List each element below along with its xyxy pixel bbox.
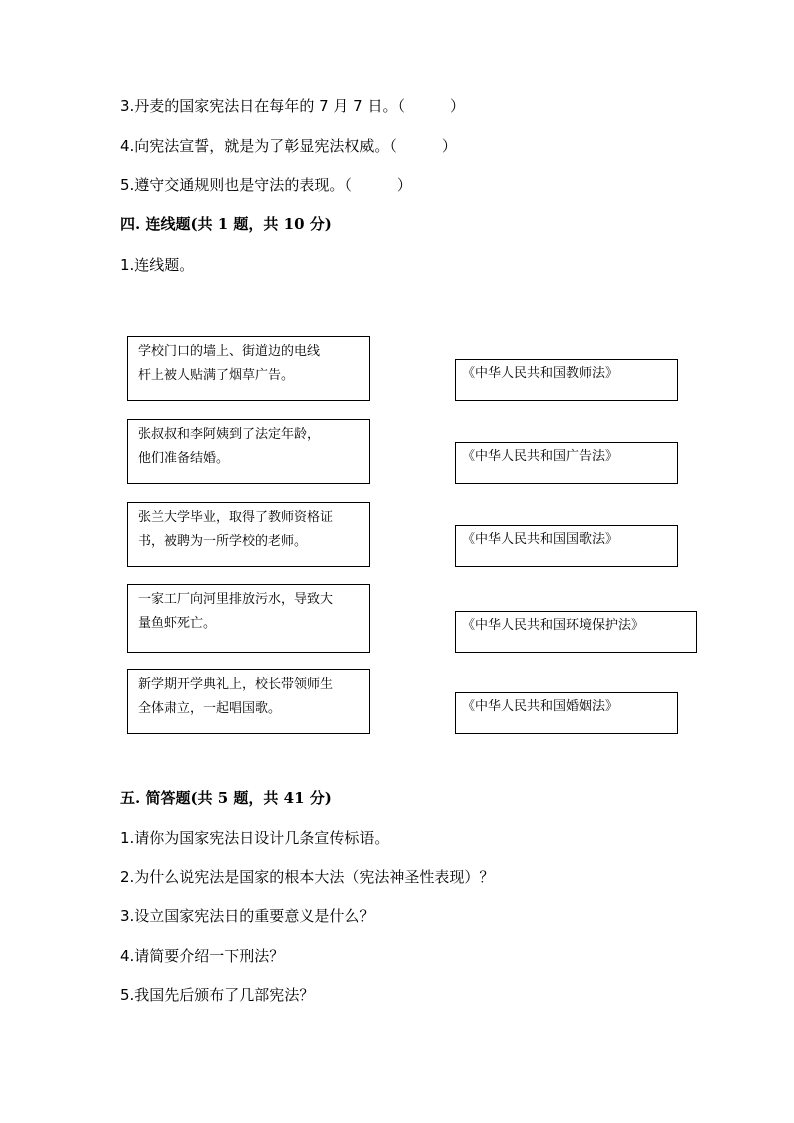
short-answer-5: 5.我国先后颁布了几部宪法？ [120,986,315,1004]
scenario-box-1[interactable] [127,336,370,401]
short-answer-2: 2.为什么说宪法是国家的根本大法（宪法神圣性表现）？ [120,868,495,886]
scenario-3-line-2: 书，被聘为一所学校的老师。 [138,534,308,549]
scenario-5-line-2: 全体肃立，一起唱国歌。 [138,701,282,716]
law-box-advertising[interactable]: 《中华人民共和国广告法》 [455,442,678,484]
scenario-box-5[interactable] [127,669,370,734]
scenario-box-2[interactable] [127,419,370,484]
scenario-1-line-2: 杆上被人贴满了烟草广告。 [138,368,295,383]
judgement-item-3: 3.丹麦的国家宪法日在每年的 7 月 7 日。（ ） [120,97,465,115]
matching-question: 1.连线题。 [120,256,195,274]
scenario-3-line-1: 张兰大学毕业，取得了教师资格证 [138,510,334,525]
judgement-item-5: 5.遵守交通规则也是守法的表现。（ ） [120,176,412,194]
law-box-environment[interactable]: 《中华人民共和国环境保护法》 [455,611,697,653]
judgement-item-4: 4.向宪法宣誓，就是为了彰显宪法权威。（ ） [120,137,457,155]
scenario-5-line-1: 新学期开学典礼上，校长带领师生 [138,677,334,692]
scenario-1-line-1: 学校门口的墙上、街道边的电线 [138,344,321,359]
section-5-heading: 五. 简答题(共 5 题，共 41 分) [120,789,332,807]
law-box-marriage[interactable]: 《中华人民共和国婚姻法》 [455,692,678,734]
law-box-teachers[interactable]: 《中华人民共和国教师法》 [455,359,678,401]
scenario-2-line-1: 张叔叔和李阿姨到了法定年龄， [138,427,321,442]
section-4-heading: 四. 连线题(共 1 题，共 10 分) [120,215,332,233]
short-answer-1: 1.请你为国家宪法日设计几条宣传标语。 [120,829,390,847]
law-box-anthem[interactable]: 《中华人民共和国国歌法》 [455,525,678,567]
scenario-2-line-2: 他们准备结婚。 [138,451,230,466]
scenario-4-line-1: 一家工厂向河里排放污水，导致大 [138,592,334,607]
scenario-box-4[interactable] [127,584,370,653]
short-answer-3: 3.设立国家宪法日的重要意义是什么？ [120,907,375,925]
short-answer-4: 4.请简要介绍一下刑法？ [120,947,285,965]
scenario-4-line-2: 量鱼虾死亡。 [138,616,217,631]
scenario-box-3[interactable] [127,502,370,567]
